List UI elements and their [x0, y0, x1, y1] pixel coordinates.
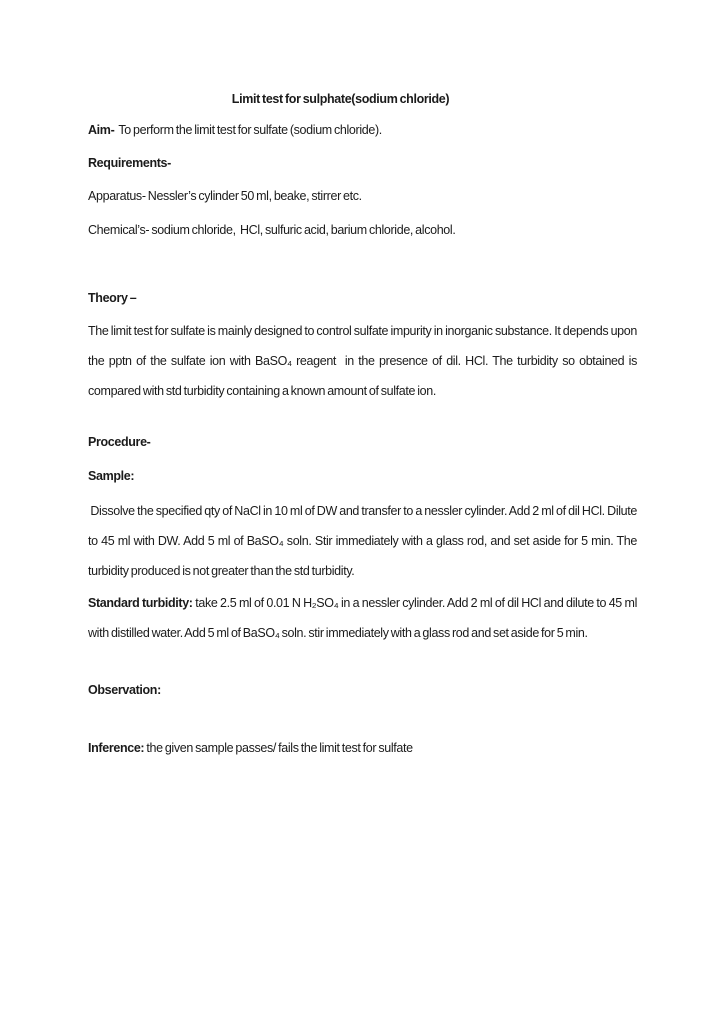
sample-heading: Sample: — [88, 469, 135, 483]
inference-label: Inference: — [88, 741, 145, 755]
standard-turbidity-text: take 2.5 ml of 0.01 N H₂SO₄ in a nessler cylinder. Add 2 ml of dil HCl and dilute to 45 ml with distilled water. Add 5 ml of BaSO₄ soln. stir immediately with a glass rod and set aside for 5 min. — [88, 596, 640, 640]
standard-turbidity-paragraph — [88, 588, 640, 648]
inference-text: the given sample passes/ fails the limit test for sulfate — [144, 741, 413, 755]
chemicals-line: Chemical’s- sodium chloride, HCl, sulfuric acid, barium chloride, alcohol. — [88, 223, 456, 237]
standard-turbidity-label: Standard turbidity: — [88, 596, 193, 610]
apparatus-line: Apparatus- Nessler’s cylinder 50 ml, beake, stirrer etc. — [88, 189, 362, 203]
theory-paragraph: The limit test for sulfate is mainly designed to control sulfate impurity in inorganic substance. It depends upon the pptn of the sulfate ion with BaSO₄ reagent in the presence of dil. HCl. The turbidity so obtained is compared with std turbidity containing a known amount of sulfate ion. — [88, 324, 640, 398]
theory-heading: Theory – — [88, 291, 137, 305]
document-title: Limit test for sulphate(sodium chloride) — [231, 92, 450, 106]
inference-line — [88, 738, 637, 758]
requirements-heading: Requirements- — [88, 156, 171, 170]
observation-heading: Observation: — [88, 683, 161, 697]
aim-label: Aim- — [88, 123, 115, 137]
aim-text: To perform the limit test for sulfate (sodium chloride). — [114, 123, 382, 137]
procedure-heading: Procedure- — [88, 435, 151, 449]
aim-line — [88, 120, 637, 140]
sample-paragraph: Dissolve the specified qty of NaCl in 10 ml of DW and transfer to a nessler cylinder. Add 2 ml of dil HCl. Dilute to 45 ml with DW. Add 5 ml of BaSO₄ soln. Stir immediately with a glass rod, and set aside for 5 min. The turbidity produced is not greater than the std turbidity. — [88, 504, 642, 578]
